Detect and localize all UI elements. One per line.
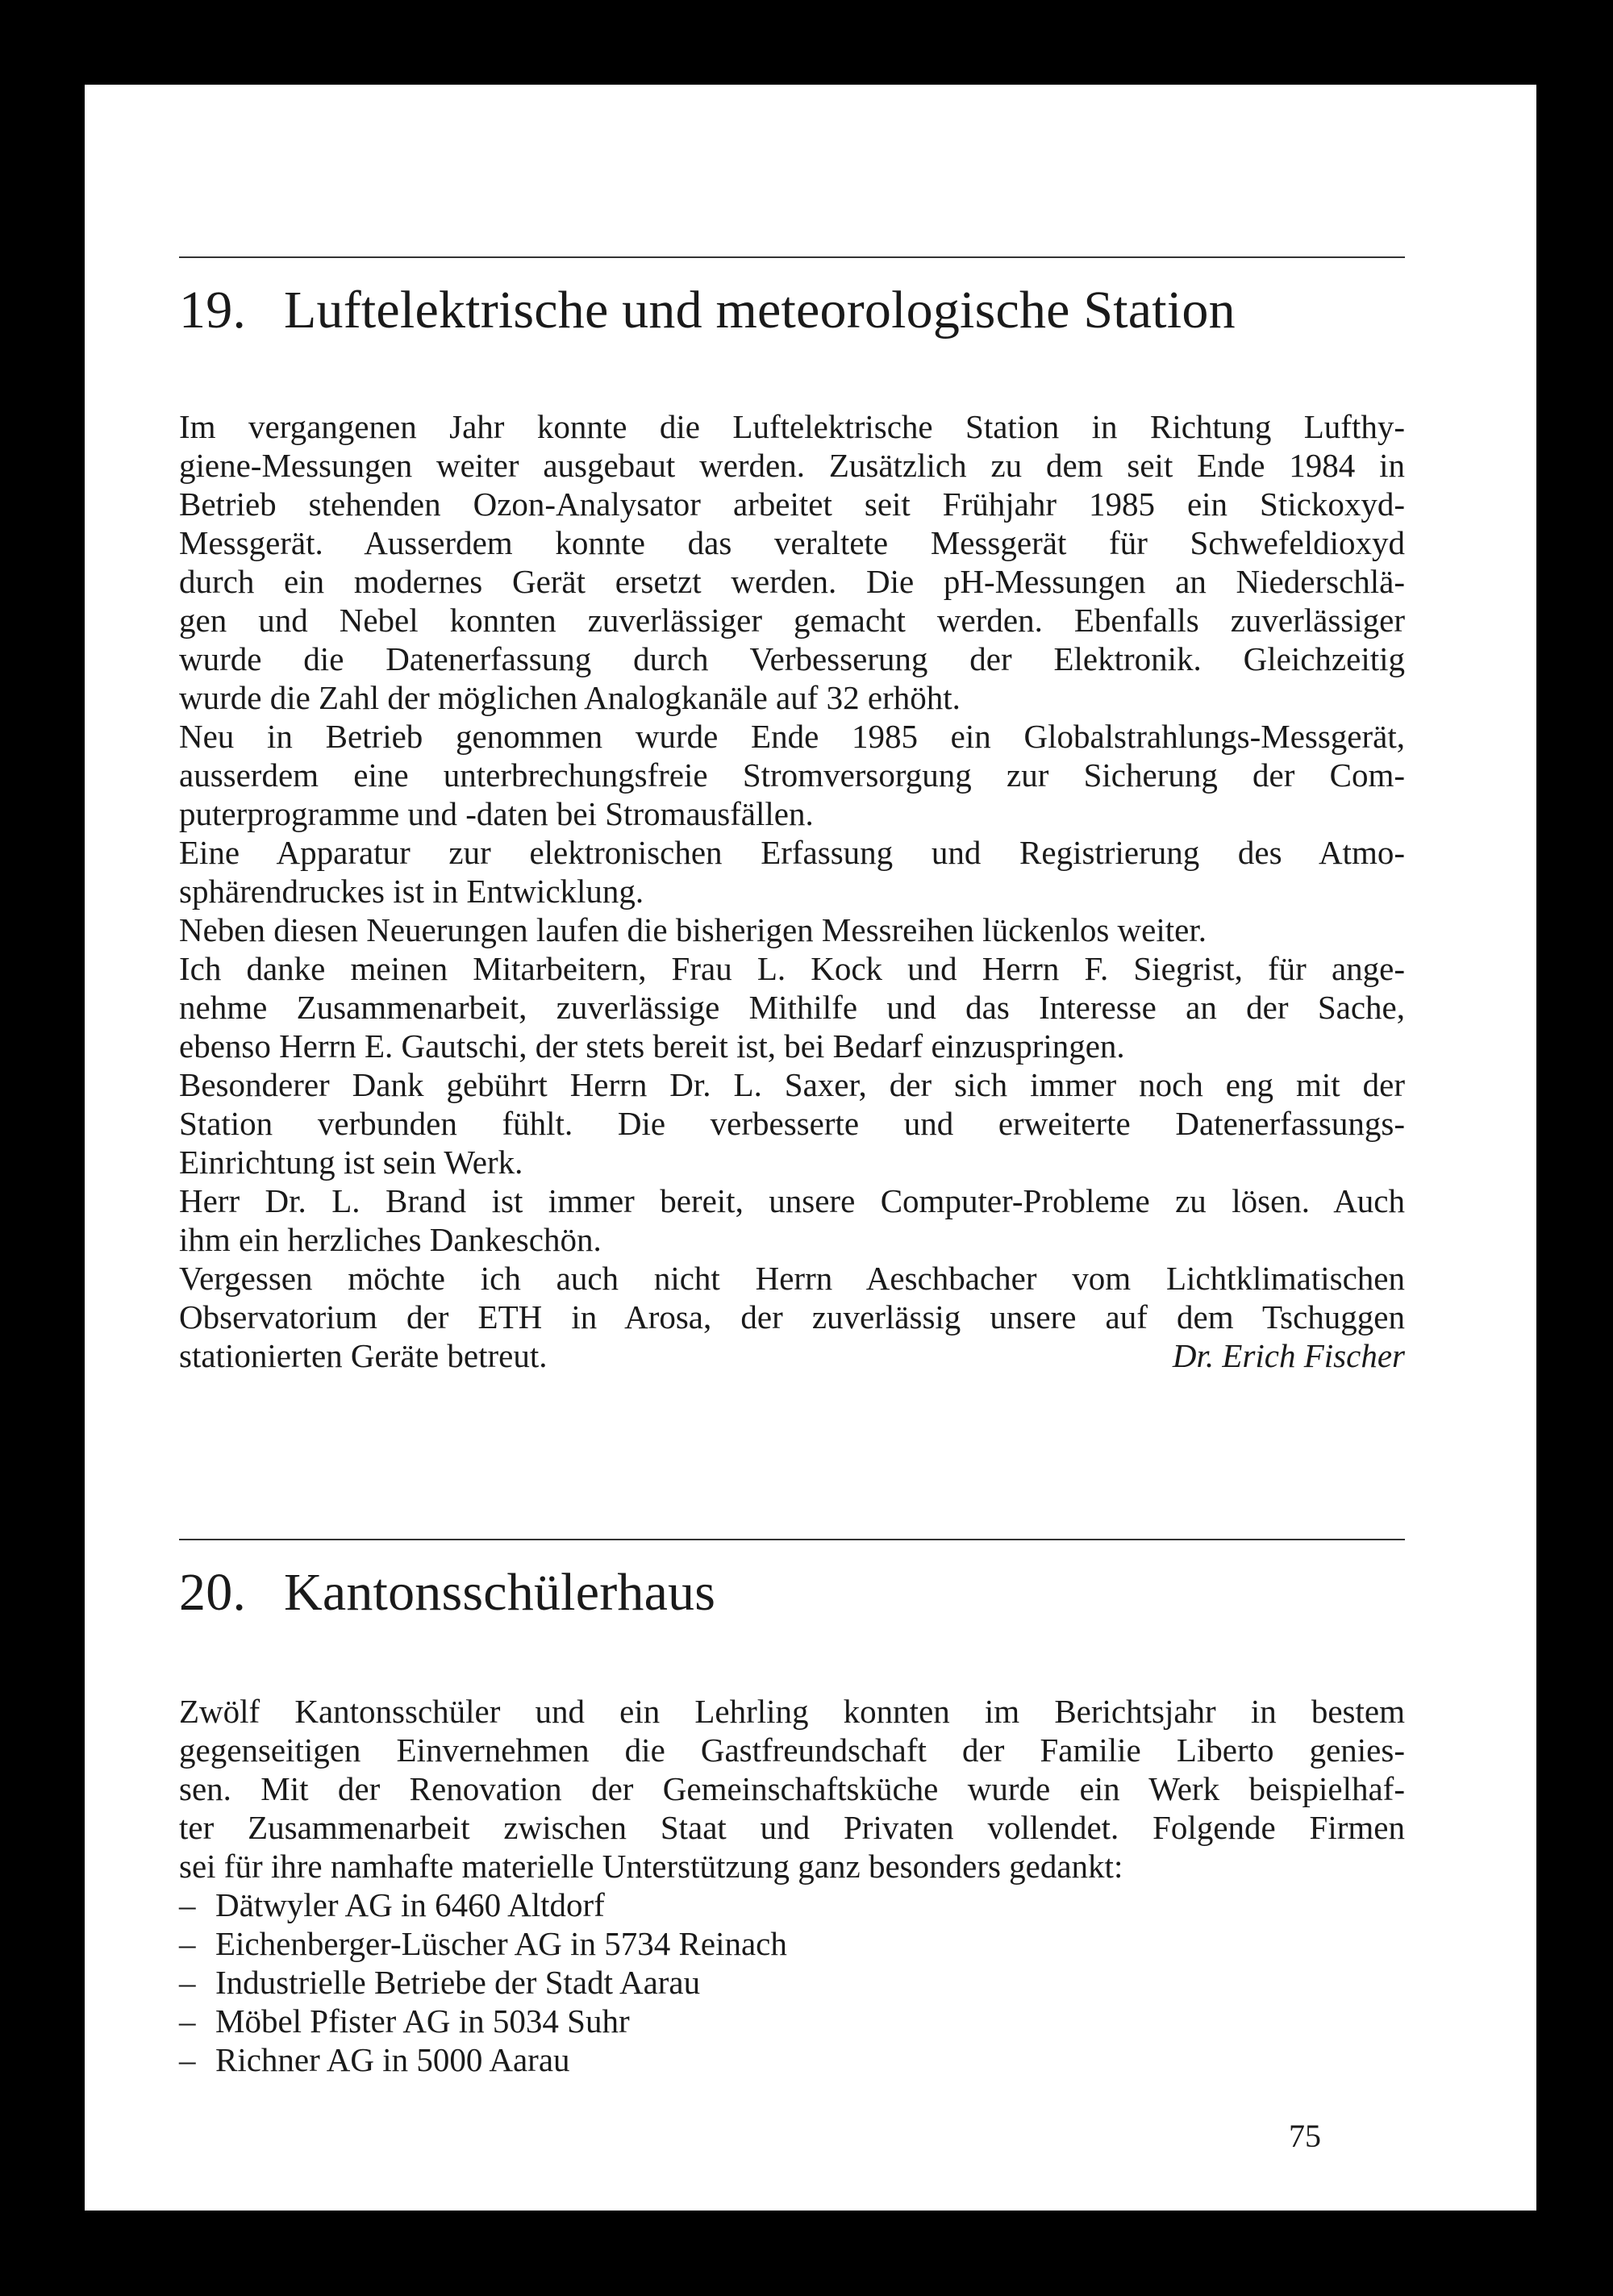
- page-number: 75: [1289, 2118, 1321, 2154]
- paragraph-line: Observatorium der ETH in Arosa, der zuverlässig unsere auf dem Tschuggen: [179, 1298, 1405, 1336]
- paragraph-line: giene-Messungen weiter ausgebaut werden. Zusätzlich zu dem seit Ende 1984 in: [179, 447, 1405, 484]
- last-line-with-signature: [179, 1336, 1405, 1375]
- paragraph-line: ter Zusammenarbeit zwischen Staat und Privaten vollendet. Folgende Firmen: [179, 1809, 1405, 1846]
- paragraph-line: Im vergangenen Jahr konnte die Luftelektrische Station in Richtung Lufthy-: [179, 408, 1405, 445]
- paragraph-line: wurde die Zahl der möglichen Analogkanäle auf 32 erhöht.: [179, 679, 961, 716]
- list-dash: –: [179, 1925, 196, 1962]
- list-dash: –: [179, 2041, 196, 2078]
- section-20-number: 20.: [179, 1563, 247, 1622]
- section-20-heading: [179, 1561, 715, 1625]
- author-signature: Dr. Erich Fischer: [1172, 1337, 1405, 1374]
- paragraph-line: ebenso Herrn E. Gautschi, der stets bereit ist, bei Bedarf einzuspringen.: [179, 1027, 1125, 1065]
- section-19-rule: [179, 256, 1405, 258]
- list-dash: –: [179, 1886, 196, 1923]
- paragraph-line: gegenseitigen Einvernehmen die Gastfreundschaft der Familie Liberto genies-: [179, 1731, 1405, 1769]
- paragraph-line: gen und Nebel konnten zuverlässiger gemacht werden. Ebenfalls zuverlässiger: [179, 602, 1405, 639]
- paragraph-line: ausserdem eine unterbrechungsfreie Stromversorgung zur Sicherung der Com-: [179, 756, 1405, 794]
- paragraph-line: sen. Mit der Renovation der Gemeinschaftsküche wurde ein Werk beispielhaf-: [179, 1770, 1405, 1807]
- paragraph-line: Neu in Betrieb genommen wurde Ende 1985 ein Globalstrahlungs-Messgerät,: [179, 718, 1405, 755]
- list-item: [179, 1886, 605, 1924]
- paragraph-line: Einrichtung ist sein Werk.: [179, 1144, 523, 1181]
- paragraph-line: Zwölf Kantonsschüler und ein Lehrling konnten im Berichtsjahr in bestem: [179, 1693, 1405, 1730]
- list-item: [179, 2040, 570, 2079]
- section-20-title: Kantonsschülerhaus: [284, 1563, 716, 1622]
- paragraph-line: ihm ein herzliches Dankeschön.: [179, 1221, 602, 1258]
- paragraph-line: Messgerät. Ausserdem konnte das veraltete Messgerät für Schwefeldioxyd: [179, 524, 1405, 561]
- list-item-text: Industrielle Betriebe der Stadt Aarau: [215, 1964, 701, 2001]
- page: [85, 85, 1536, 2211]
- paragraph-line: Ich danke meinen Mitarbeitern, Frau L. Kock und Herrn F. Siegrist, für ange-: [179, 950, 1405, 987]
- section-19-title: Luftelektrische und meteorologische Station: [284, 281, 1236, 340]
- paragraph-line: Neben diesen Neuerungen laufen die bisherigen Messreihen lückenlos weiter.: [179, 911, 1207, 948]
- list-item: [179, 1963, 700, 2002]
- section-19-heading: [179, 278, 1236, 343]
- paragraph-line: Vergessen möchte ich auch nicht Herrn Aeschbacher vom Lichtklimatischen: [179, 1260, 1405, 1297]
- list-dash: –: [179, 2002, 196, 2040]
- paragraph-line: sphärendruckes ist in Entwicklung.: [179, 873, 644, 910]
- list-item: [179, 1924, 787, 1963]
- paragraph-line: Besonderer Dank gebührt Herrn Dr. L. Saxer, der sich immer noch eng mit der: [179, 1066, 1405, 1103]
- paragraph-line: puterprogramme und -daten bei Stromausfällen.: [179, 795, 814, 832]
- paragraph-line: nehme Zusammenarbeit, zuverlässige Mithilfe und das Interesse an der Sache,: [179, 989, 1405, 1026]
- paragraph-line: sei für ihre namhafte materielle Unterstützung ganz besonders gedankt:: [179, 1848, 1123, 1885]
- paragraph-line: wurde die Datenerfassung durch Verbesserung der Elektronik. Gleichzeitig: [179, 640, 1405, 677]
- section-20-rule: [179, 1539, 1405, 1540]
- paragraph-line: durch ein modernes Gerät ersetzt werden. Die pH-Messungen an Niederschlä-: [179, 563, 1405, 600]
- paragraph-line: stationierten Geräte betreut.: [179, 1337, 548, 1374]
- paragraph-line: Betrieb stehenden Ozon-Analysator arbeitet seit Frühjahr 1985 ein Stickoxyd-: [179, 485, 1405, 523]
- paragraph-line: Eine Apparatur zur elektronischen Erfassung und Registrierung des Atmo-: [179, 834, 1405, 871]
- section-19-number: 19.: [179, 281, 247, 340]
- list-dash: –: [179, 1964, 196, 2001]
- paragraph-line: Station verbunden fühlt. Die verbesserte und erweiterte Datenerfassungs-: [179, 1105, 1405, 1142]
- paragraph-line: Herr Dr. L. Brand ist immer bereit, unsere Computer-Probleme zu lösen. Auch: [179, 1182, 1405, 1219]
- list-item-text: Eichenberger-Lüscher AG in 5734 Reinach: [215, 1925, 787, 1962]
- list-item: [179, 2002, 630, 2040]
- list-item-text: Richner AG in 5000 Aarau: [215, 2041, 570, 2078]
- list-item-text: Dätwyler AG in 6460 Altdorf: [215, 1886, 605, 1923]
- list-item-text: Möbel Pfister AG in 5034 Suhr: [215, 2002, 630, 2040]
